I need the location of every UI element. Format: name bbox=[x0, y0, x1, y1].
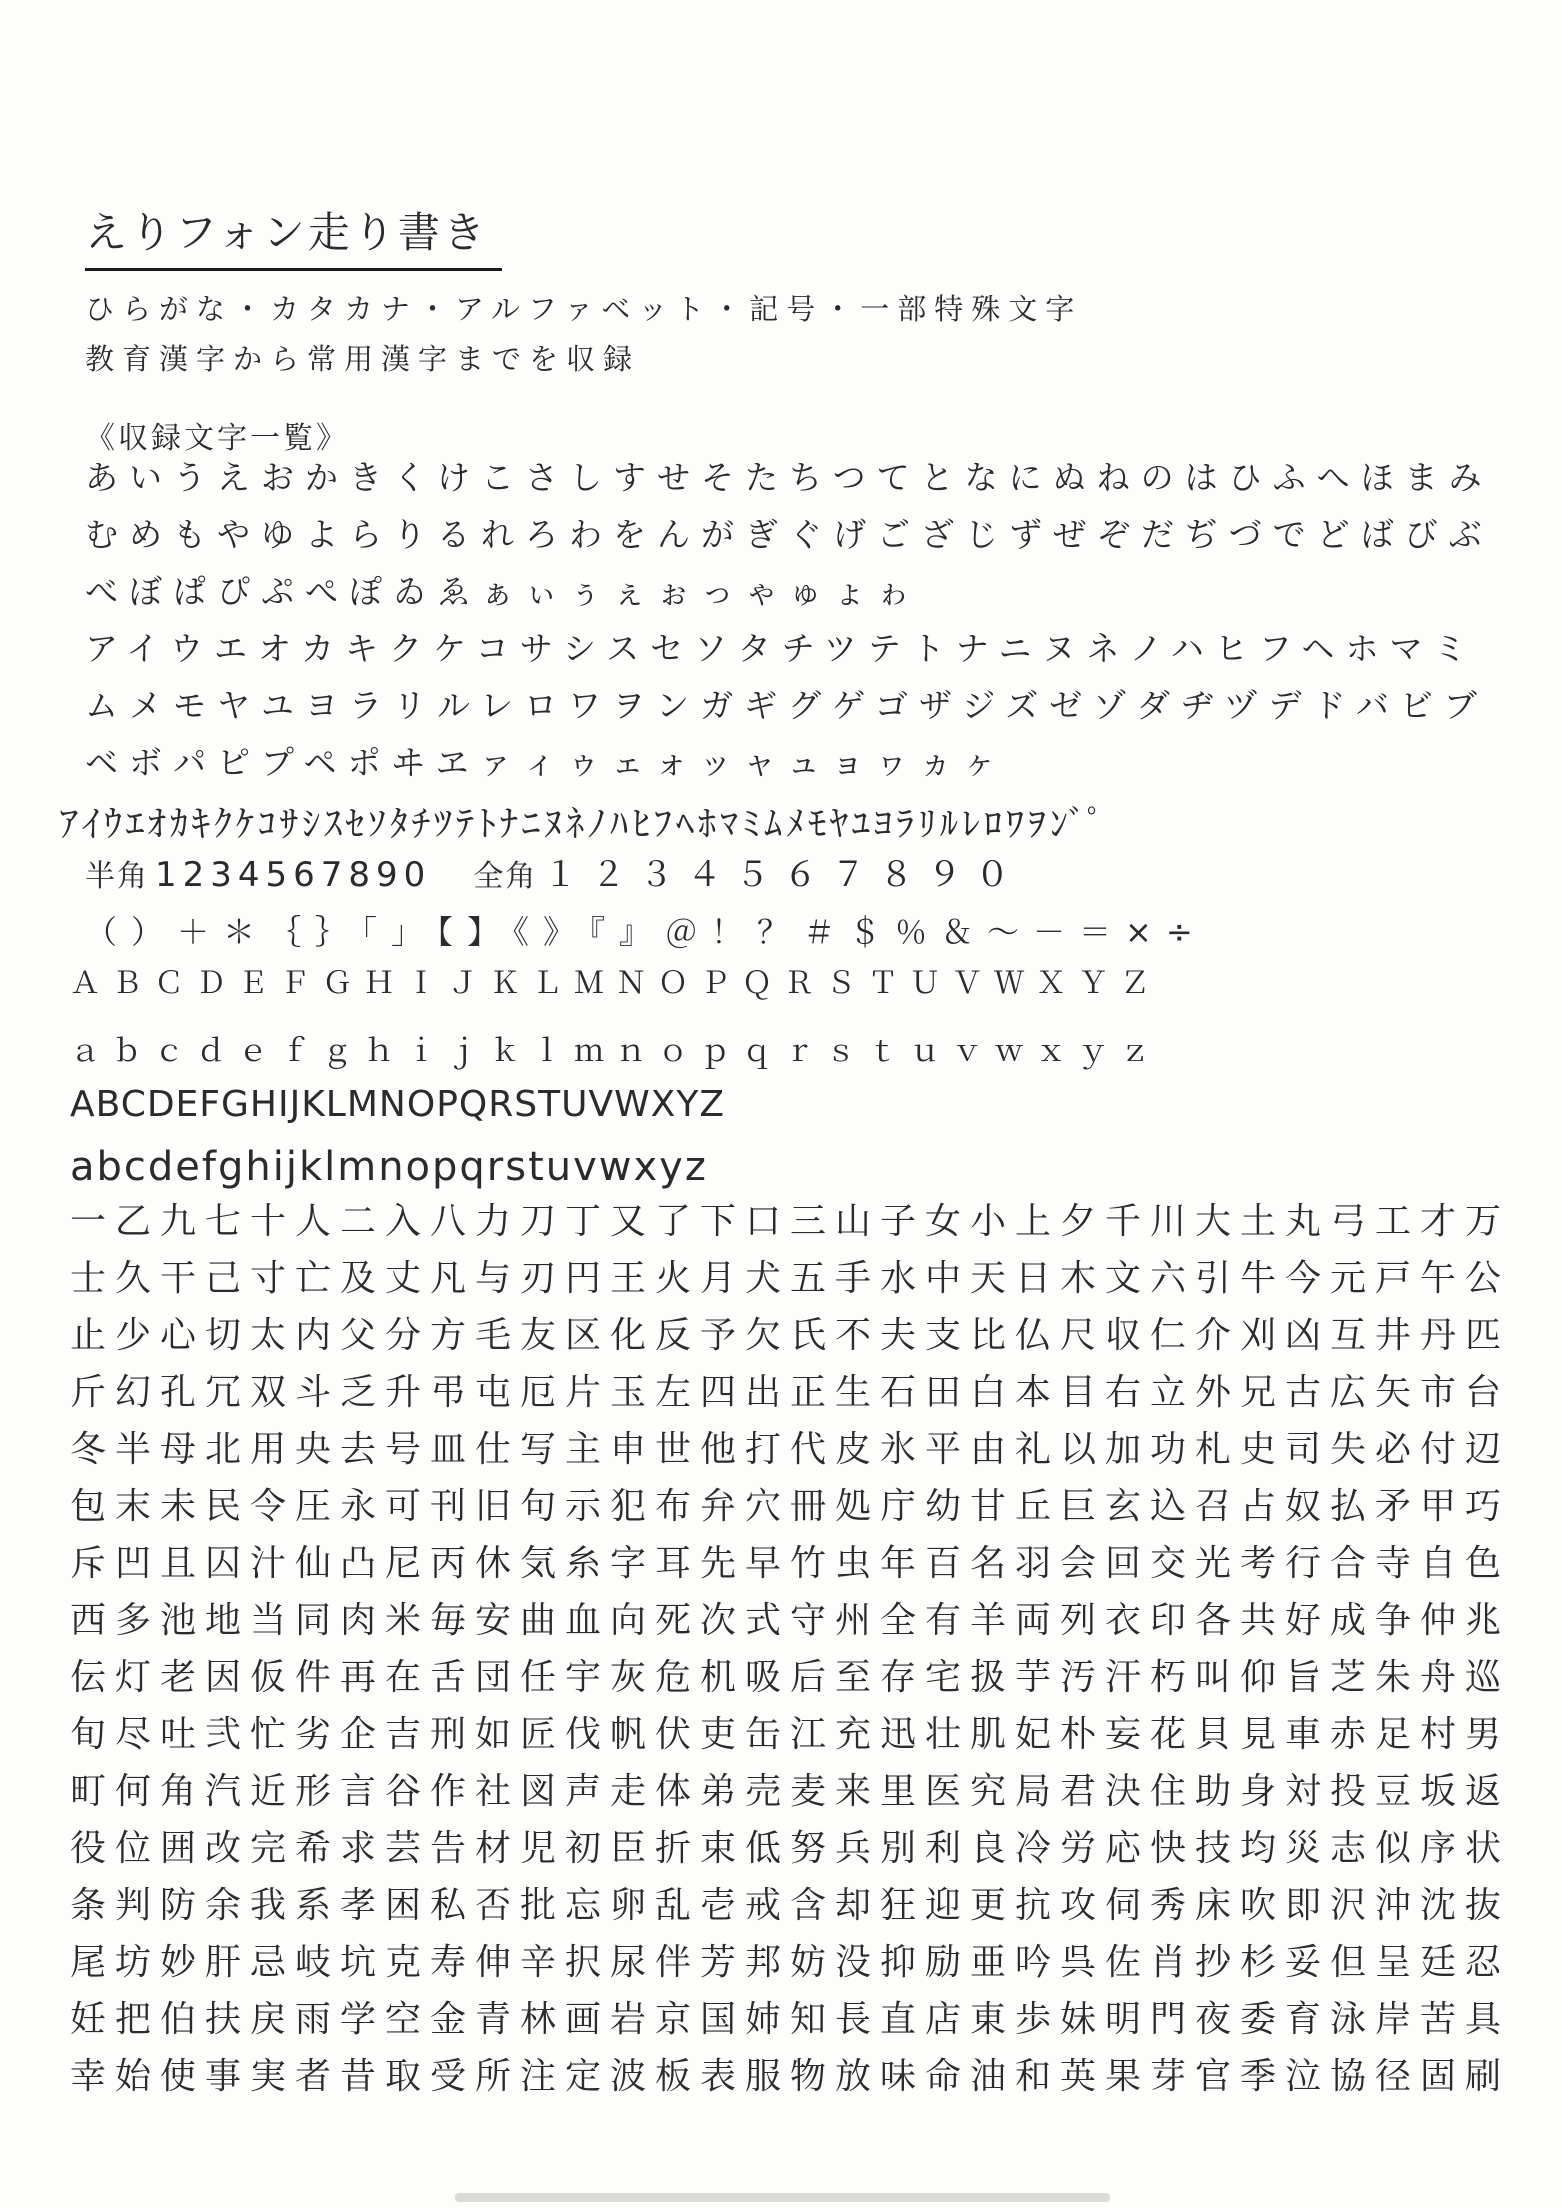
hiragana-row-3: べぼぱぴぷぺぽゐゑぁぃぅぇぉっゃゅょゎ bbox=[85, 572, 921, 611]
zenkaku-label: 全角 bbox=[473, 859, 538, 894]
section-heading-character-list: 《収録文字一覧》 bbox=[85, 421, 349, 456]
fullwidth-lowercase-row: ａｂｃｄｅｆｇｈｉｊｋｌｍｎｏｐｑｒｓｔｕｖｗｘｙｚ bbox=[70, 1034, 1162, 1069]
kanji-row-11: 町何角汽近形言谷作社図声走体弟売麦来里医究局君決住助身対投豆坂返 bbox=[70, 1771, 1511, 1812]
katakana-row-3: ベボパピプペポヰヱァィゥェォッャュョヮヵヶ bbox=[85, 743, 1008, 782]
kanji-row-5: 冬半母北用央去号皿仕写主申世他打代皮氷平由礼以加功札史司失必付辺 bbox=[70, 1429, 1511, 1470]
kanji-row-7: 斥凹且囚汁仙凸尼丙休気糸字耳先早竹虫年百名羽会回交光考行合寺自色 bbox=[70, 1543, 1511, 1584]
symbols-row: （）＋＊｛｝「」【】《》『』＠！？＃＄％＆～－＝×÷ bbox=[85, 913, 1207, 951]
halfwidth-uppercase-row: ABCDEFGHIJKLMNOPQRSTUVWXYZ bbox=[70, 1084, 725, 1125]
scan-edge-artifact bbox=[455, 2193, 1110, 2202]
kanji-row-13: 条判防余我系孝困私否批忘卵乱壱戒含却狂迎更抗攻伺秀床吹即沢沖沈抜 bbox=[70, 1885, 1511, 1926]
kanji-row-1: 一乙九七十人二入八力刀丁又了下口三山子女小上夕千川大土丸弓工才万 bbox=[70, 1201, 1511, 1242]
kanji-row-12: 役位囲改完希求芸告材児初臣折束低努兵別利良冷労応快技均災志似序状 bbox=[70, 1828, 1511, 1869]
subtitle-character-sets: ひらがな・カタカナ・アルファベット・記号・一部特殊文字 bbox=[85, 292, 1083, 326]
hankaku-label: 半角 bbox=[85, 859, 149, 894]
zenkaku-digits: １２３４５６７８９０ bbox=[543, 855, 1024, 895]
kanji-row-6: 包末未民令圧永可刊旧句示犯布弁穴冊処庁幼甘丘巨玄込召占奴払矛甲巧 bbox=[70, 1486, 1511, 1527]
halfwidth-katakana-row: ｱｲｳｴｵｶｷｸｹｺｻｼｽｾｿﾀﾁﾂﾃﾄﾅﾆﾇﾈﾉﾊﾋﾌﾍﾎﾏﾐﾑﾒﾓﾔﾕﾖﾗﾘﾙﾚﾛﾜｦﾝﾞﾟ bbox=[60, 804, 1108, 845]
hankaku-digits: 1234567890 bbox=[155, 855, 432, 895]
subtitle-kanji-coverage: 教育漢字から常用漢字までを収録 bbox=[85, 342, 641, 376]
kanji-row-14: 尾坊妙肝忌岐坑克寿伸辛択尿伴芳邦妨没抑励亜吟呉佐肖抄杉妥但呈廷忍 bbox=[70, 1942, 1511, 1983]
kanji-row-9: 伝灯老因仮件再在舌団任宇灰危机吸后至存宅扱芋汚汗朽叫仰旨芝朱舟巡 bbox=[70, 1657, 1511, 1698]
kanji-row-10: 旬尽吐弐忙劣企吉刑如匠伐帆伏吏缶江充迅壮肌妃朴妄花貝見車赤足村男 bbox=[70, 1714, 1511, 1755]
kanji-row-15: 妊把伯扶戻雨学空金青林画岩京国姉知長直店東歩妹明門夜委育泳岸苦具 bbox=[70, 1999, 1511, 2040]
page-title: えりフォン走り書き bbox=[85, 212, 502, 271]
katakana-row-1: アイウエオカキクケコサシスセソタチツテトナニヌネノハヒフヘホマミ bbox=[85, 629, 1478, 668]
kanji-row-2: 士久干己寸亡及丈凡与刃円王火月犬五手水中天日木文六引牛今元戸午公 bbox=[70, 1258, 1511, 1299]
kanji-row-8: 西多池地当同肉米毎安曲血向死次式守州全有羊両列衣印各共好成争仲兆 bbox=[70, 1600, 1511, 1641]
hiragana-row-1: あいうえおかきくけこさしすせそたちつてとなにぬねのはひふへほまみ bbox=[85, 458, 1493, 497]
kanji-row-4: 斤幻孔冗双斗乏升弔屯厄片玉左四出正生石田白本目右立外兄古広矢市台 bbox=[70, 1372, 1511, 1413]
numbers-row bbox=[85, 855, 1024, 895]
katakana-row-2: ムメモヤユヨラリルレロワヲンガギグゲゴザジズゼゾダヂヅデドバビブ bbox=[85, 686, 1488, 725]
kanji-row-16: 幸始使事実者昔取受所注定波板表服物放味命油和英果芽官季泣協径固刷 bbox=[70, 2056, 1511, 2097]
fullwidth-uppercase-row: ＡＢＣＤＥＦＧＨＩＪＫＬＭＮＯＰＱＲＳＴＵＶＷＸＹＺ bbox=[70, 966, 1162, 1001]
hiragana-row-2: むめもやゆよらりるれろわをんがぎぐげござじずぜぞだぢづでどばびぶ bbox=[85, 515, 1493, 554]
kanji-row-3: 止少心切太内父分方毛友区化反予欠氏不夫支比仏尺収仁介刈凶互井丹匹 bbox=[70, 1315, 1511, 1356]
halfwidth-lowercase-row: abcdefghijklmnopqrstuvwxyz bbox=[70, 1144, 708, 1190]
